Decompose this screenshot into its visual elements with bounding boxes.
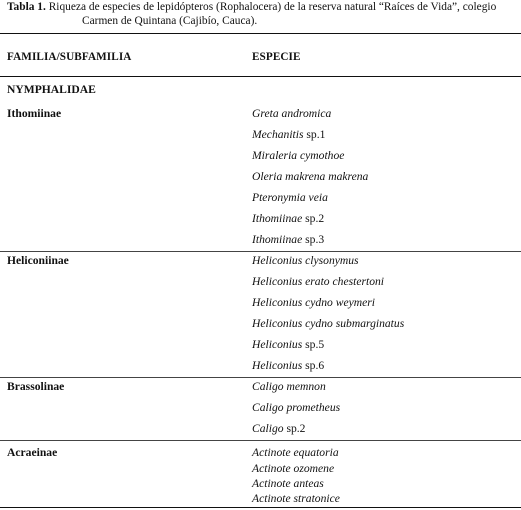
species-entry	[252, 296, 375, 309]
species-name: Ithomiinae	[252, 212, 303, 225]
species-entry	[252, 233, 324, 246]
species-name: Heliconius cydno submarginatus	[252, 317, 405, 330]
species-entry	[252, 212, 324, 225]
species-name: Actinote ozomene	[252, 462, 335, 475]
header-bottom-rule	[0, 76, 521, 77]
species-name: Caligo memnon	[252, 380, 326, 393]
group-divider	[0, 377, 521, 378]
species-name: Actinote stratonice	[252, 492, 340, 505]
subfamily-name: Brassolinae	[7, 380, 65, 393]
species-entry	[252, 149, 344, 162]
species-name: Actinote equatoria	[252, 446, 339, 459]
species-suffix: sp.6	[302, 359, 325, 372]
caption-label: Tabla 1.	[7, 1, 46, 13]
species-entry	[252, 477, 324, 490]
species-name: Heliconius clysonymus	[252, 254, 359, 267]
species-name: Ithomiinae	[252, 233, 303, 246]
subfamily-name: Ithomiinae	[7, 107, 62, 120]
species-name: Pteronymia veia	[252, 191, 328, 204]
group-divider	[0, 440, 521, 441]
species-entry	[252, 275, 384, 288]
species-entry	[252, 128, 325, 141]
species-entry	[252, 380, 326, 393]
species-entry	[252, 359, 324, 372]
species-name: Greta andromica	[252, 107, 332, 120]
species-entry	[252, 422, 305, 435]
caption-text-line1: Riqueza de especies de lepidópteros (Rophalocera) de la reserva natural “Raíces de Vida”, colegio	[48, 1, 497, 13]
family-name: NYMPHALIDAE	[7, 83, 96, 96]
column-header-species: ESPECIE	[252, 51, 301, 63]
species-name: Heliconius cydno weymeri	[252, 296, 375, 309]
column-header-family: FAMILIA/SUBFAMILIA	[7, 51, 132, 63]
species-entry	[252, 107, 331, 120]
species-entry	[252, 446, 339, 459]
species-name: Oleria makrena makrena	[252, 170, 369, 183]
species-name: Actinote anteas	[252, 477, 324, 490]
table-top-rule	[0, 33, 521, 34]
table-caption	[7, 0, 515, 28]
species-suffix: sp.2	[302, 212, 325, 225]
species-entry	[252, 191, 328, 204]
species-name: Heliconius	[252, 338, 303, 351]
species-name: Caligo	[252, 422, 284, 435]
species-entry	[252, 338, 324, 351]
species-suffix: sp.5	[302, 338, 325, 351]
subfamily-name: Acraeinae	[7, 446, 58, 459]
subfamily-name: Heliconiinae	[7, 254, 69, 267]
species-name: Heliconius erato chestertoni	[252, 275, 385, 288]
species-entry	[252, 317, 404, 330]
species-suffix: sp.3	[302, 233, 325, 246]
species-entry	[252, 254, 359, 267]
species-entry	[252, 401, 340, 414]
species-name: Heliconius	[252, 359, 303, 372]
species-name: Caligo prometheus	[252, 401, 341, 414]
group-divider	[0, 251, 521, 252]
species-suffix: sp.1	[303, 128, 326, 141]
species-entry	[252, 170, 368, 183]
table-bottom-rule	[0, 507, 521, 508]
species-suffix: sp.2	[283, 422, 306, 435]
caption-text-line2: Carmen de Quintana (Cajibío, Cauca).	[82, 15, 258, 27]
species-entry	[252, 462, 334, 475]
species-name: Mechanitis	[252, 128, 304, 141]
species-name: Miraleria cymothoe	[252, 149, 345, 162]
species-entry	[252, 492, 340, 505]
